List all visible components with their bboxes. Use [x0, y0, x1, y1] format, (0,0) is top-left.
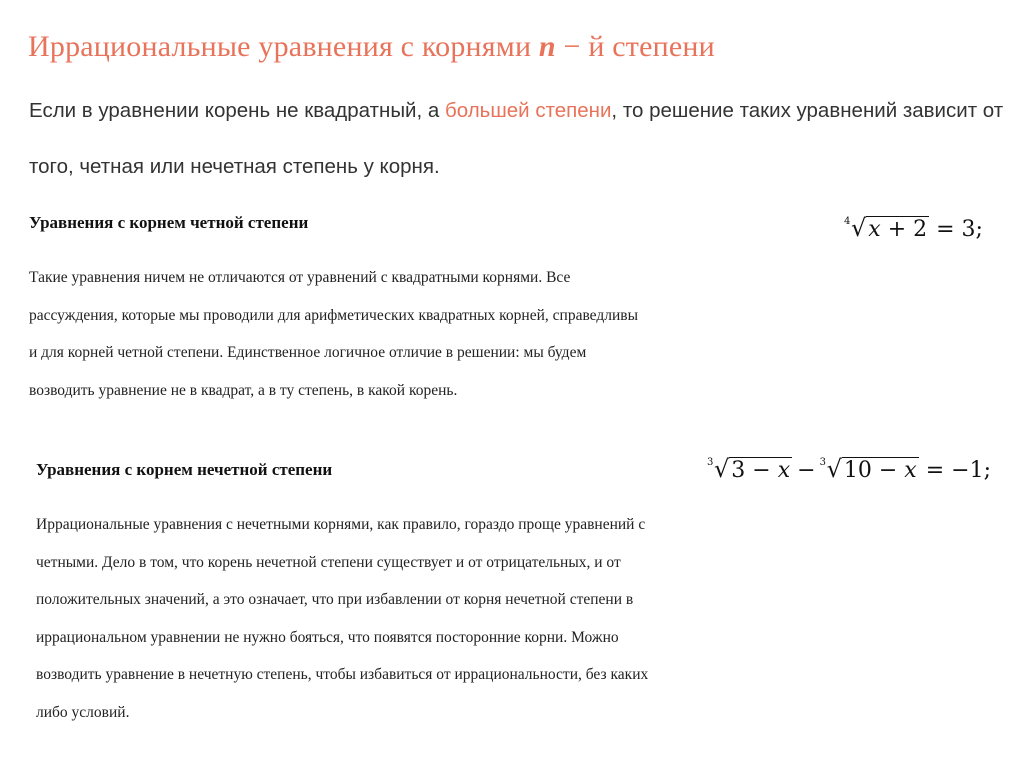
formula-odd-root [708, 455, 991, 483]
minus-operator: − [797, 458, 816, 483]
formula-even-root [845, 214, 983, 242]
page-title [28, 30, 715, 64]
radicand-number: 10 − [843, 458, 905, 483]
root-index: 4 [844, 216, 851, 227]
paragraph-line: возводить уравнение в нечетную степень, чтобы избавиться от иррациональности, без каких [36, 666, 649, 683]
intro-highlight: большей степени [445, 99, 612, 122]
radical-sign-icon: √ [826, 455, 842, 483]
section-body-even-root [29, 259, 769, 409]
radical-sign-icon: √ [851, 214, 867, 242]
cube-root-1 [708, 455, 792, 483]
title-variable: n [538, 30, 556, 63]
cube-root-2 [821, 455, 919, 483]
section-heading-even-root: Уравнения с корнем четной степени [29, 213, 309, 232]
radicand [842, 457, 919, 483]
paragraph-line: либо условий. [36, 703, 130, 721]
radicand-variable: x [868, 217, 881, 242]
paragraph-line: четными. Дело в том, что корень нечетной степени существует и от отрицательных, и от [36, 553, 621, 571]
radicand-number: 3 − [731, 458, 778, 483]
radicand [729, 457, 792, 483]
title-prefix: Иррациональные уравнения с корнями [28, 30, 539, 63]
root-index: 3 [819, 457, 826, 468]
intro-text-2: , то решение таких уравнений зависит от того, четная или нечетная степень у корня. [29, 99, 1004, 178]
title-suffix: − й степени [555, 30, 715, 63]
fourth-root [845, 214, 929, 242]
paragraph-line: возводить уравнение не в квадрат, а в ту степень, в какой корень. [29, 381, 458, 399]
section-body-odd-root [36, 506, 776, 731]
paragraph-line: положительных значений, а это означает, что при избавлении от корня нечетной степени в [36, 591, 634, 608]
paragraph-line: Такие уравнения ничем не отличаются от уравнений с квадратными корнями. Все [29, 269, 571, 286]
radicand-variable: x [777, 458, 791, 483]
root-index: 3 [707, 457, 714, 468]
paragraph-line: и для корней четной степени. Единственное логичное отличие в решении: мы будем [29, 344, 587, 361]
radicand-variable: x [904, 458, 917, 483]
formula-rhs: = −1; [918, 458, 991, 483]
formula-rhs: = 3; [929, 217, 983, 242]
intro-paragraph [29, 83, 1019, 195]
intro-text-1: Если в уравнении корень не квадратный, а [29, 99, 445, 122]
radical-sign-icon: √ [714, 455, 730, 483]
radicand-rest: + 2 [880, 217, 928, 242]
paragraph-line: рассуждения, которые мы проводили для арифметических квадратных корней, справедливы [29, 306, 639, 324]
radicand [866, 216, 929, 242]
section-heading-odd-root: Уравнения с корнем нечетной степени [36, 460, 333, 479]
paragraph-line: Иррациональные уравнения с нечетными корнями, как правило, гораздо проще уравнений с [36, 516, 646, 533]
paragraph-line: иррациональном уравнении не нужно бояться, что появятся посторонние корни. Можно [36, 628, 619, 646]
